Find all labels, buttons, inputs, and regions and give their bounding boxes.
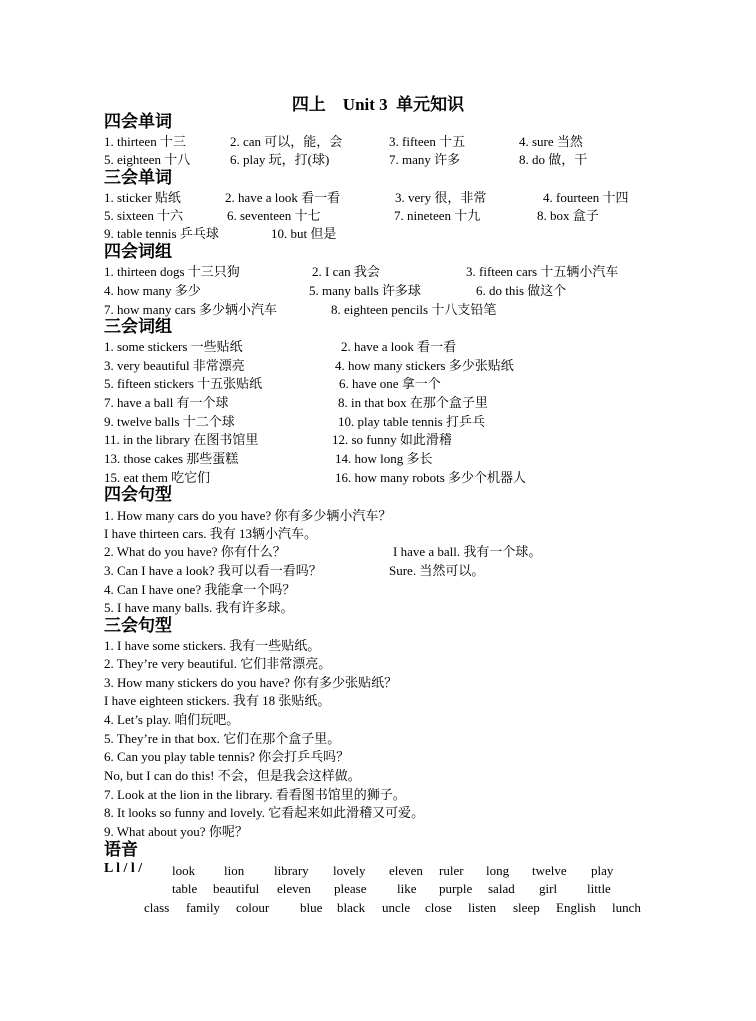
four-sentence-row-1 xyxy=(104,507,664,525)
phonics-word: lion xyxy=(224,863,245,878)
three-phrase-item: 8. in that box 在那个盒子里 xyxy=(338,395,488,410)
four-phrase-item: 5. many balls 许多球 xyxy=(309,283,421,298)
three-word-item: 5. sixteen 十六 xyxy=(104,208,184,223)
three-phrases-row-3 xyxy=(104,375,664,393)
phonics-word: salad xyxy=(488,881,515,896)
three-sentence-line: 9. What about you? 你呢？ xyxy=(104,824,248,839)
phonics-word: ruler xyxy=(439,863,464,878)
three-words-row-2 xyxy=(104,207,664,225)
three-words-row-3 xyxy=(104,225,664,243)
phonics-row-3 xyxy=(0,899,756,917)
four-word-item: 7. many 许多 xyxy=(389,152,461,167)
phonics-word: long xyxy=(486,863,510,878)
four-word-item: 5. eighteen 十八 xyxy=(104,152,191,167)
phonics-word: purple xyxy=(439,881,473,896)
phonics-word: colour xyxy=(236,900,270,915)
phonics-word: look xyxy=(172,863,196,878)
three-word-item: 8. box 盒子 xyxy=(537,208,599,223)
three-phrase-item: 13. those cakes 那些蛋糕 xyxy=(104,451,239,466)
three-sentence-line: 3. How many stickers do you have? 你有多少张贴纸？ xyxy=(104,675,398,690)
four-sentence-row-2 xyxy=(104,525,664,543)
phonics-word: class xyxy=(144,900,170,915)
heading-three-words: 三会单词 xyxy=(104,168,172,187)
three-phrases-row-2 xyxy=(104,357,664,375)
phonics-word: lovely xyxy=(333,863,366,878)
four-word-item: 4. sure 当然 xyxy=(519,134,583,149)
phonics-word: uncle xyxy=(382,900,411,915)
three-phrase-item: 16. how many robots 多少个机器人 xyxy=(335,470,527,485)
phonics-word: sleep xyxy=(513,900,540,915)
three-word-item: 7. nineteen 十九 xyxy=(394,208,481,223)
three-phrase-item: 4. how many stickers 多少张贴纸 xyxy=(335,358,514,373)
heading-three-sentences: 三会句型 xyxy=(104,616,172,635)
phonics-word: family xyxy=(186,900,220,915)
four-sentence-item: 2. What do you have? 你有什么？ xyxy=(104,544,286,559)
three-phrase-item: 2. have a look 看一看 xyxy=(341,339,457,354)
three-sentence-line: 2. They’re very beautiful. 它们非常漂亮。 xyxy=(104,656,332,671)
heading-four-words: 四会单词 xyxy=(104,112,172,131)
phonics-word: black xyxy=(337,900,366,915)
three-phrase-item: 5. fifteen stickers 十五张贴纸 xyxy=(104,376,263,391)
three-phrases-row-5 xyxy=(104,413,664,431)
four-phrase-item: 3. fifteen cars 十五辆小汽车 xyxy=(466,264,619,279)
four-phrase-item: 6. do this 做这个 xyxy=(476,283,567,298)
four-words-row-2 xyxy=(104,151,664,169)
three-sentence-line: 6. Can you play table tennis? 你会打乒乓吗？ xyxy=(104,749,350,764)
phonics-word: play xyxy=(591,863,614,878)
four-phrase-item: 2. I can 我会 xyxy=(312,264,380,279)
three-sentence-line: 1. I have some stickers. 我有一些贴纸。 xyxy=(104,638,321,653)
three-phrase-item: 3. very beautiful 非常漂亮 xyxy=(104,358,245,373)
four-sentence-item: 5. I have many balls. 我有许多球。 xyxy=(104,600,294,615)
phonics-row-2 xyxy=(0,880,756,898)
phonics-word: girl xyxy=(539,881,558,896)
three-words-row-1 xyxy=(104,189,664,207)
three-phrases-row-1 xyxy=(104,338,664,356)
three-phrase-item: 7. have a ball 有一个球 xyxy=(104,395,229,410)
four-sentence-row-3 xyxy=(104,543,664,561)
phonics-word: beautiful xyxy=(213,881,260,896)
heading-four-phrases: 四会词组 xyxy=(104,242,172,261)
phonics-word: English xyxy=(556,900,596,915)
phonics-word: eleven xyxy=(389,863,423,878)
four-word-item: 8. do 做，干 xyxy=(519,152,588,167)
three-sentence-line: 5. They’re in that box. 它们在那个盒子里。 xyxy=(104,731,341,746)
phonics-word: blue xyxy=(300,900,323,915)
phonics-label: L l / l / xyxy=(104,861,143,876)
three-phrases-row-4 xyxy=(104,394,664,412)
three-sentence-line: 4. Let’s play. 咱们玩吧。 xyxy=(104,712,240,727)
four-phrases-row-1 xyxy=(104,263,664,281)
four-phrase-item: 8. eighteen pencils 十八支铅笔 xyxy=(331,302,497,317)
four-sentence-row-5 xyxy=(104,581,664,599)
phonics-word: little xyxy=(587,881,611,896)
heading-four-sentences: 四会句型 xyxy=(104,485,172,504)
four-word-item: 1. thirteen 十三 xyxy=(104,134,186,149)
three-phrase-item: 6. have one 拿一个 xyxy=(339,376,441,391)
four-sentence-item: I have a ball. 我有一个球。 xyxy=(393,544,542,559)
three-phrase-item: 9. twelve balls 十二个球 xyxy=(104,414,235,429)
three-phrase-item: 10. play table tennis 打乒乓 xyxy=(338,414,485,429)
four-phrase-item: 1. thirteen dogs 十三只狗 xyxy=(104,264,240,279)
four-sentence-item: I have thirteen cars. 我有 13辆小汽车。 xyxy=(104,526,318,541)
three-sentence-line: No, but I can do this! 不会，但是我会这样做。 xyxy=(104,768,361,783)
three-word-item: 1. sticker 贴纸 xyxy=(104,190,181,205)
four-words-row-1 xyxy=(104,133,664,151)
four-word-item: 3. fifteen 十五 xyxy=(389,134,466,149)
three-word-item: 3. very 很，非常 xyxy=(395,190,487,205)
phonics-word: library xyxy=(274,863,309,878)
three-phrase-item: 12. so funny 如此滑稽 xyxy=(332,432,452,447)
phonics-word: listen xyxy=(468,900,497,915)
three-word-item: 6. seventeen 十七 xyxy=(227,208,321,223)
page-title: 四上 Unit 3 单元知识 xyxy=(291,95,465,114)
three-phrases-row-7 xyxy=(104,450,664,468)
phonics-word: table xyxy=(172,881,198,896)
three-word-item: 10. but 但是 xyxy=(271,226,337,241)
four-phrases-row-2 xyxy=(104,282,664,300)
four-sentence-item: 3. Can I have a look? 我可以看一看吗？ xyxy=(104,563,322,578)
four-phrases-row-3 xyxy=(104,301,664,319)
three-phrases-row-8 xyxy=(104,469,664,487)
phonics-word: twelve xyxy=(532,863,567,878)
phonics-word: close xyxy=(425,900,452,915)
three-sentence-line: 8. It looks so funny and lovely. 它看起来如此滑稽又可爱。 xyxy=(104,805,425,820)
four-sentence-row-6 xyxy=(104,599,664,617)
four-phrase-item: 7. how many cars 多少辆小汽车 xyxy=(104,302,277,317)
three-phrase-item: 11. in the library 在图书馆里 xyxy=(104,432,259,447)
four-sentence-item: Sure. 当然可以。 xyxy=(389,563,485,578)
heading-three-phrases: 三会词组 xyxy=(104,317,172,336)
three-sentence-line: I have eighteen stickers. 我有 18 张贴纸。 xyxy=(104,693,331,708)
four-sentence-row-4 xyxy=(104,562,664,580)
three-phrase-item: 1. some stickers 一些贴纸 xyxy=(104,339,243,354)
phonics-word: please xyxy=(334,881,367,896)
four-word-item: 2. can 可以，能，会 xyxy=(230,134,343,149)
phonics-row-1 xyxy=(0,862,756,880)
heading-phonics: 语音 xyxy=(104,840,138,859)
four-word-item: 6. play 玩，打(球) xyxy=(230,152,330,167)
phonics-word: eleven xyxy=(277,881,311,896)
four-phrase-item: 4. how many 多少 xyxy=(104,283,201,298)
phonics-word: lunch xyxy=(612,900,641,915)
three-word-item: 9. table tennis 乒乓球 xyxy=(104,226,219,241)
four-sentence-item: 4. Can I have one? 我能拿一个吗？ xyxy=(104,582,296,597)
four-sentence-item: 1. How many cars do you have? 你有多少辆小汽车？ xyxy=(104,508,392,523)
three-phrase-item: 15. eat them 吃它们 xyxy=(104,470,211,485)
three-word-item: 2. have a look 看一看 xyxy=(225,190,341,205)
phonics-word: like xyxy=(397,881,417,896)
three-phrases-row-6 xyxy=(104,431,664,449)
three-phrase-item: 14. how long 多长 xyxy=(335,451,433,466)
three-word-item: 4. fourteen 十四 xyxy=(543,190,629,205)
three-sentence-line: 7. Look at the lion in the library. 看看图书馆里的狮子。 xyxy=(104,787,406,802)
